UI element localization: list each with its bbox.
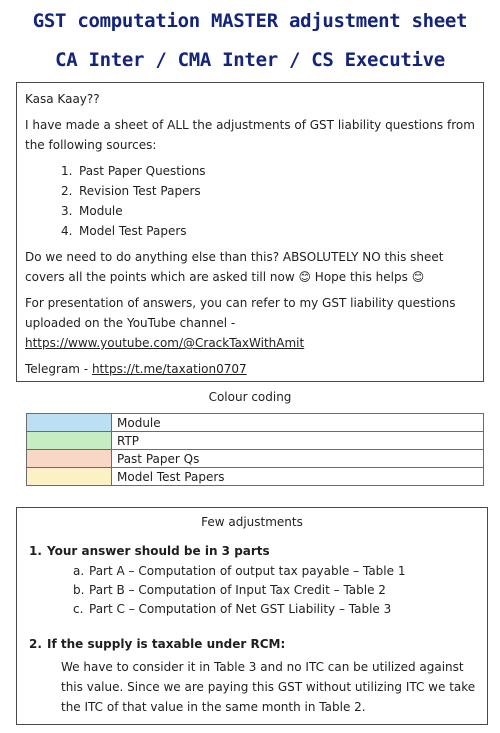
list-item: 4. Model Test Papers: [61, 224, 187, 238]
coverage-paragraph: Do we need to do anything else than this? ABSOLUTELY NO this sheet covers all the points which are asked till now 😊 Hope this helps 😊: [25, 250, 444, 284]
table-row: [27, 450, 484, 468]
table-cell: Module: [112, 414, 484, 432]
list-item: b. Part B – Computation of Input Tax Credit – Table 2: [73, 583, 386, 597]
list-item: 1. Past Paper Questions: [61, 164, 206, 178]
table-cell: Past Paper Qs: [112, 450, 484, 468]
greeting: Kasa Kaay??: [25, 92, 100, 106]
color-swatch: [27, 468, 112, 486]
sources-list: [25, 161, 475, 241]
color-swatch: [27, 432, 112, 450]
table-cell: RTP: [112, 432, 484, 450]
table-row: [27, 468, 484, 486]
colour-coding-table: [26, 413, 484, 486]
table-row: [27, 414, 484, 432]
youtube-link[interactable]: https://www.youtube.com/@CrackTaxWithAmit: [25, 336, 305, 350]
intro-paragraph: I have made a sheet of ALL the adjustments of GST liability questions from the following sources:: [25, 118, 475, 152]
page-subtitle: CA Inter / CMA Inter / CS Executive: [55, 49, 445, 71]
adjustment-heading-1: 1. Your answer should be in 3 parts: [29, 544, 270, 558]
parts-list: [27, 562, 477, 619]
adjustment-heading-2: 2. If the supply is taxable under RCM:: [29, 637, 286, 651]
telegram-line: Telegram - https://t.me/taxation0707: [25, 362, 247, 376]
color-swatch: [27, 450, 112, 468]
intro-box: [16, 82, 484, 382]
list-item: a. Part A – Computation of output tax payable – Table 1: [73, 564, 406, 578]
presentation-paragraph: For presentation of answers, you can refer to my GST liability questions uploaded on the YouTube channel - https://www.youtube.com/@CrackTaxWithAmit: [25, 296, 456, 350]
adjustments-box: [16, 507, 488, 725]
telegram-link[interactable]: https://t.me/taxation0707: [91, 362, 247, 376]
table-row: [27, 432, 484, 450]
rcm-paragraph: We have to consider it in Table 3 and no ITC can be utilized against this value. Since we are paying this GST without utilizing ITC we take the ITC of that value in the same month in Table 2.: [61, 660, 476, 714]
colour-coding-title: Colour coding: [208, 390, 292, 404]
list-item: 3. Module: [61, 204, 123, 218]
table-cell: Model Test Papers: [112, 468, 484, 486]
color-swatch: [27, 414, 112, 432]
list-item: c. Part C – Computation of Net GST Liability – Table 3: [73, 602, 392, 616]
adjustments-title: Few adjustments: [201, 515, 303, 529]
page-title: GST computation MASTER adjustment sheet: [32, 10, 468, 32]
list-item: 2. Revision Test Papers: [61, 184, 201, 198]
